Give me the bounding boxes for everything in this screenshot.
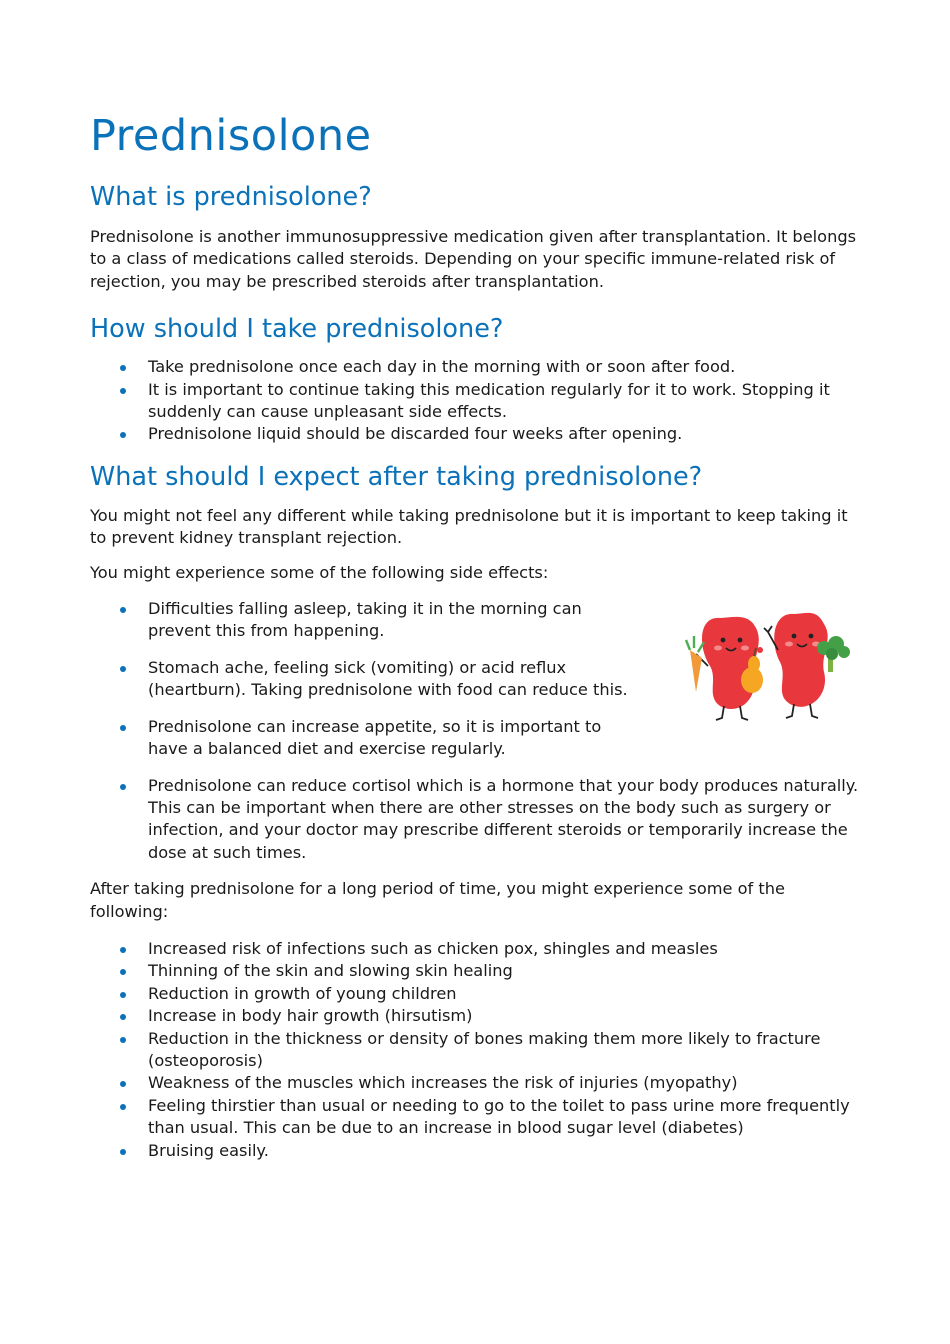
list-item: Reduction in growth of young children	[148, 983, 862, 1005]
list-item: Thinning of the skin and slowing skin healing	[148, 960, 862, 982]
section-heading-how: How should I take prednisolone?	[90, 314, 504, 345]
list-item: Difficulties falling asleep, taking it in the morning can prevent this from happening.	[148, 598, 598, 643]
section-heading-expect: What should I expect after taking prednisolone?	[90, 461, 703, 492]
list-item: Increased risk of infections such as chicken pox, shingles and measles	[148, 938, 862, 960]
page-title: Prednisolone	[90, 111, 372, 161]
list-item: It is important to continue taking this medication regularly for it to work. Stopping it suddenly can cause unpleasant side effects.	[148, 379, 862, 424]
list-item: Bruising easily.	[148, 1140, 862, 1162]
long-term-list	[90, 938, 862, 1162]
list-item: Stomach ache, feeling sick (vomiting) or acid reflux (heartburn). Taking prednisolone with food can reduce this.	[148, 657, 653, 702]
list-item: Prednisolone liquid should be discarded four weeks after opening.	[148, 423, 862, 445]
carrot-icon	[686, 636, 704, 692]
list-item: Prednisolone can increase appetite, so it is important to have a balanced diet and exercise regularly.	[148, 716, 628, 761]
right-kidney-icon	[764, 613, 828, 718]
how-list	[90, 356, 862, 446]
what-paragraph: Prednisolone is another immunosuppressive medication given after transplantation. It belongs to a class of medications called steroids. Depending on your specific immune-related risk of rejection, you may be prescribed steroids after transplantation.	[90, 227, 857, 291]
list-item: Feeling thirstier than usual or needing to go to the toilet to pass urine more frequently than usual. This can be due to an increase in blood sugar level (diabetes)	[148, 1095, 862, 1140]
section-heading-what: What is prednisolone?	[90, 182, 372, 212]
list-item: Prednisolone can reduce cortisol which is a hormone that your body produces naturally. This can be important when there are other stresses on the body such as surgery or infection, and your doctor may prescribe different steroids or temporarily increase the dose at such times.	[148, 775, 862, 865]
long-term-intro: After taking prednisolone for a long period of time, you might experience some of the following:	[90, 879, 785, 921]
list-item: Weakness of the muscles which increases the risk of injuries (myopathy)	[148, 1072, 862, 1094]
list-item: Take prednisolone once each day in the morning with or soon after food.	[148, 356, 862, 378]
list-item: Reduction in the thickness or density of bones making them more likely to fracture (osteoporosis)	[148, 1028, 862, 1073]
expect-intro-paragraph: You might not feel any different while taking prednisolone but it is important to keep taking it to prevent kidney transplant rejection.	[90, 505, 848, 548]
list-item: Increase in body hair growth (hirsutism)	[148, 1005, 862, 1027]
side-effects-intro: You might experience some of the following side effects:	[90, 562, 549, 582]
kidney-characters-illustration	[668, 588, 864, 738]
